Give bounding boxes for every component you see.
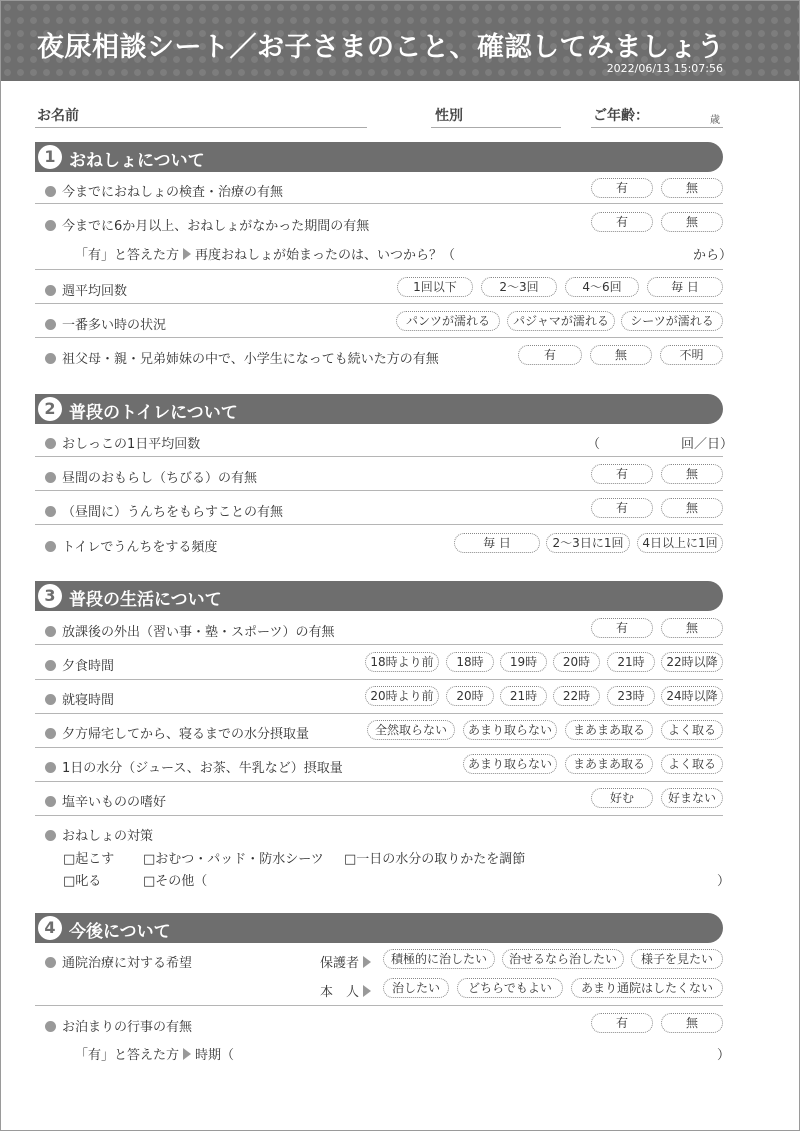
checkbox-option[interactable]: □一日の水分の取りかたを調節 xyxy=(344,852,526,867)
section-title: 普段の生活について xyxy=(69,590,222,610)
row-divider xyxy=(35,203,723,204)
option-pill[interactable]: 積極的に治したい xyxy=(383,949,495,969)
question-row xyxy=(45,467,257,486)
question-text: トイレでうんちをする頻度 xyxy=(62,540,218,555)
row-divider xyxy=(35,1005,723,1006)
bullet-icon xyxy=(45,957,56,968)
question-text: お泊まりの行事の有無 xyxy=(62,1020,193,1035)
option-pill[interactable]: 20時より前 xyxy=(365,686,439,706)
option-pill[interactable]: 24時以降 xyxy=(661,686,723,706)
bullet-icon xyxy=(45,186,56,197)
followup-text: 時期（ xyxy=(195,1048,235,1063)
bullet-icon xyxy=(45,285,56,296)
bullet-icon xyxy=(45,506,56,517)
question-row xyxy=(45,952,192,971)
option-pill[interactable]: シーツが濡れる xyxy=(621,311,723,331)
option-pill[interactable]: 有 xyxy=(591,618,653,638)
age-label: ご年齢： xyxy=(593,108,649,124)
option-pill[interactable]: 19時 xyxy=(500,652,547,672)
option-pill[interactable]: 4日以上に1回 xyxy=(637,533,723,553)
bullet-icon xyxy=(45,541,56,552)
bullet-icon xyxy=(45,1021,56,1032)
followup-text: 再度おねしょが始まったのは、いつから？（ xyxy=(195,248,456,263)
question-text: 就寝時間 xyxy=(62,693,115,708)
option-pill[interactable]: 21時 xyxy=(607,652,655,672)
option-pill[interactable]: あまり通院はしたくない xyxy=(571,978,723,998)
option-pill[interactable]: 有 xyxy=(591,212,653,232)
followup-question xyxy=(75,244,455,263)
arrow-icon xyxy=(363,985,371,997)
option-pill[interactable]: 無 xyxy=(661,178,723,198)
option-pill[interactable]: 治したい xyxy=(383,978,449,998)
row-divider xyxy=(35,490,723,491)
question-text: 一番多い時の状況 xyxy=(62,318,167,333)
question-text: 夕食時間 xyxy=(62,659,115,674)
question-text: 夕方帰宅してから、寝るまでの水分摂取量 xyxy=(62,727,310,742)
question-row xyxy=(45,314,166,333)
count-unit: 回／日） xyxy=(681,437,734,452)
question-row xyxy=(45,791,166,810)
guardian-label-text: 保護者 xyxy=(320,956,360,971)
question-row xyxy=(45,1016,192,1035)
question-text: おしっこの1日平均回数 xyxy=(62,437,201,452)
option-pill[interactable]: 18時 xyxy=(446,652,494,672)
header-banner xyxy=(1,1,799,81)
option-pill[interactable]: 2〜3回 xyxy=(481,277,557,297)
arrow-icon xyxy=(183,1048,191,1060)
question-row xyxy=(45,348,439,367)
question-row xyxy=(45,655,114,674)
arrow-icon xyxy=(363,956,371,968)
bullet-icon xyxy=(45,796,56,807)
bullet-icon xyxy=(45,472,56,483)
question-text: おねしょの対策 xyxy=(62,829,154,844)
checkbox-option[interactable]: □起こす xyxy=(63,852,115,867)
option-pill[interactable]: よく取る xyxy=(661,754,723,774)
section-title: 普段のトイレについて xyxy=(69,403,238,423)
option-pill[interactable]: 無 xyxy=(661,212,723,232)
option-pill[interactable]: パンツが濡れる xyxy=(396,311,500,331)
question-text: （昼間に）うんちをもらすことの有無 xyxy=(62,505,284,520)
row-divider xyxy=(35,747,723,748)
option-pill[interactable]: 21時 xyxy=(500,686,547,706)
followup-question xyxy=(75,1044,234,1063)
question-row xyxy=(45,621,334,640)
row-divider xyxy=(35,269,723,270)
question-row xyxy=(45,501,283,520)
question-text: 通院治療に対する希望 xyxy=(62,956,193,971)
option-pill[interactable]: 毎 日 xyxy=(454,533,540,553)
question-row xyxy=(45,280,127,299)
bullet-icon xyxy=(45,660,56,671)
open-paren: （ xyxy=(587,437,601,452)
section-header-1 xyxy=(35,142,723,172)
option-pill[interactable]: 無 xyxy=(661,498,723,518)
bullet-icon xyxy=(45,728,56,739)
option-pill[interactable]: 22時 xyxy=(553,686,600,706)
question-row xyxy=(45,181,283,200)
section-header-4 xyxy=(35,913,723,943)
guardian-label xyxy=(320,952,375,971)
bullet-icon xyxy=(45,438,56,449)
option-pill[interactable]: 様子を見たい xyxy=(631,949,723,969)
age-unit: 歳 xyxy=(710,115,720,126)
row-divider xyxy=(35,679,723,680)
question-text: 昼間のおもらし（ちびる）の有無 xyxy=(62,471,258,486)
question-row xyxy=(45,825,153,844)
row-divider xyxy=(35,303,723,304)
question-row xyxy=(45,757,343,776)
option-pill[interactable]: 有 xyxy=(591,464,653,484)
question-text: 塩辛いものの嗜好 xyxy=(62,795,167,810)
bullet-icon xyxy=(45,694,56,705)
section-number: 2 xyxy=(38,397,62,421)
option-pill[interactable]: まあまあ取る xyxy=(565,754,653,774)
section-number: 4 xyxy=(38,916,62,940)
option-pill[interactable]: 無 xyxy=(661,464,723,484)
self-label-text: 本 人 xyxy=(320,985,360,1000)
option-pill[interactable]: 有 xyxy=(518,345,582,365)
gender-label: 性別 xyxy=(435,108,463,124)
arrow-icon xyxy=(183,248,191,260)
option-pill[interactable]: 不明 xyxy=(660,345,723,365)
option-pill[interactable]: 4〜6回 xyxy=(565,277,639,297)
option-pill[interactable]: まあまあ取る xyxy=(565,720,653,740)
question-row xyxy=(45,723,309,742)
question-text: 今までにおねしょの検査・治療の有無 xyxy=(62,185,284,200)
option-pill[interactable]: 23時 xyxy=(607,686,655,706)
row-divider xyxy=(35,524,723,525)
option-pill[interactable]: 22時以降 xyxy=(661,652,723,672)
option-pill[interactable]: よく取る xyxy=(661,720,723,740)
option-pill[interactable]: 全然取らない xyxy=(367,720,455,740)
question-row xyxy=(45,536,217,555)
row-divider xyxy=(35,815,723,816)
followup-close: から） xyxy=(693,248,733,263)
checkbox-option[interactable]: □おむつ・パッド・防水シーツ xyxy=(143,852,324,867)
bullet-icon xyxy=(45,762,56,773)
gender-field-line[interactable] xyxy=(431,127,561,128)
option-pill[interactable]: 1回以下 xyxy=(397,277,473,297)
section-number: 1 xyxy=(38,145,62,169)
option-pill[interactable]: 毎 日 xyxy=(647,277,723,297)
bullet-icon xyxy=(45,319,56,330)
question-row xyxy=(45,689,114,708)
sheet-title: 夜尿相談シート／お子さまのこと、確認してみましょう xyxy=(37,32,725,63)
option-pill[interactable]: 無 xyxy=(661,1013,723,1033)
option-pill[interactable]: 有 xyxy=(591,498,653,518)
option-pill[interactable]: パジャマが濡れる xyxy=(507,311,615,331)
option-pill[interactable]: 20時 xyxy=(553,652,600,672)
option-pill[interactable]: 18時より前 xyxy=(365,652,439,672)
followup-lead: 「有」と答えた方 xyxy=(75,248,180,263)
question-text: 今までに6か月以上、おねしょがなかった期間の有無 xyxy=(62,219,370,234)
bullet-icon xyxy=(45,220,56,231)
option-pill[interactable]: 好まない xyxy=(661,788,723,808)
bullet-icon xyxy=(45,353,56,364)
age-field-line[interactable] xyxy=(591,127,723,128)
section-number: 3 xyxy=(38,584,62,608)
section-header-2 xyxy=(35,394,723,424)
option-pill[interactable]: 無 xyxy=(661,618,723,638)
followup-close: ） xyxy=(717,1048,731,1063)
bullet-icon xyxy=(45,830,56,841)
question-text: 放課後の外出（習い事・塾・スポーツ）の有無 xyxy=(62,625,335,640)
question-text: 1日の水分（ジュース、お茶、牛乳など）摂取量 xyxy=(62,761,343,776)
section-title: おねしょについて xyxy=(69,151,205,171)
option-pill[interactable]: 好む xyxy=(591,788,653,808)
option-pill[interactable]: あまり取らない xyxy=(463,720,557,740)
option-pill[interactable]: 20時 xyxy=(446,686,494,706)
close-paren: ） xyxy=(717,874,731,889)
checkbox-option[interactable]: □その他（ xyxy=(143,874,208,889)
bullet-icon xyxy=(45,626,56,637)
checkbox-option[interactable]: □叱る xyxy=(63,874,102,889)
option-pill[interactable]: 治せるなら治したい xyxy=(502,949,624,969)
name-field-line[interactable] xyxy=(35,127,367,128)
option-pill[interactable]: 無 xyxy=(590,345,652,365)
row-divider xyxy=(35,456,723,457)
self-label xyxy=(320,981,375,1000)
question-text: 祖父母・親・兄弟姉妹の中で、小学生になっても続いた方の有無 xyxy=(62,352,439,367)
question-row xyxy=(45,433,200,452)
option-pill[interactable]: 有 xyxy=(591,178,653,198)
row-divider xyxy=(35,713,723,714)
row-divider xyxy=(35,644,723,645)
section-title: 今後について xyxy=(69,922,171,942)
row-divider xyxy=(35,781,723,782)
option-pill[interactable]: あまり取らない xyxy=(463,754,557,774)
question-row xyxy=(45,215,369,234)
row-divider xyxy=(35,337,723,338)
option-pill[interactable]: 有 xyxy=(591,1013,653,1033)
option-pill[interactable]: 2〜3日に1回 xyxy=(546,533,630,553)
question-text: 週平均回数 xyxy=(62,284,128,299)
name-label: お名前 xyxy=(37,108,79,124)
followup-lead: 「有」と答えた方 xyxy=(75,1048,180,1063)
section-header-3 xyxy=(35,581,723,611)
option-pill[interactable]: どちらでもよい xyxy=(457,978,563,998)
timestamp: 2022/06/13 15:07:56 xyxy=(606,62,723,75)
